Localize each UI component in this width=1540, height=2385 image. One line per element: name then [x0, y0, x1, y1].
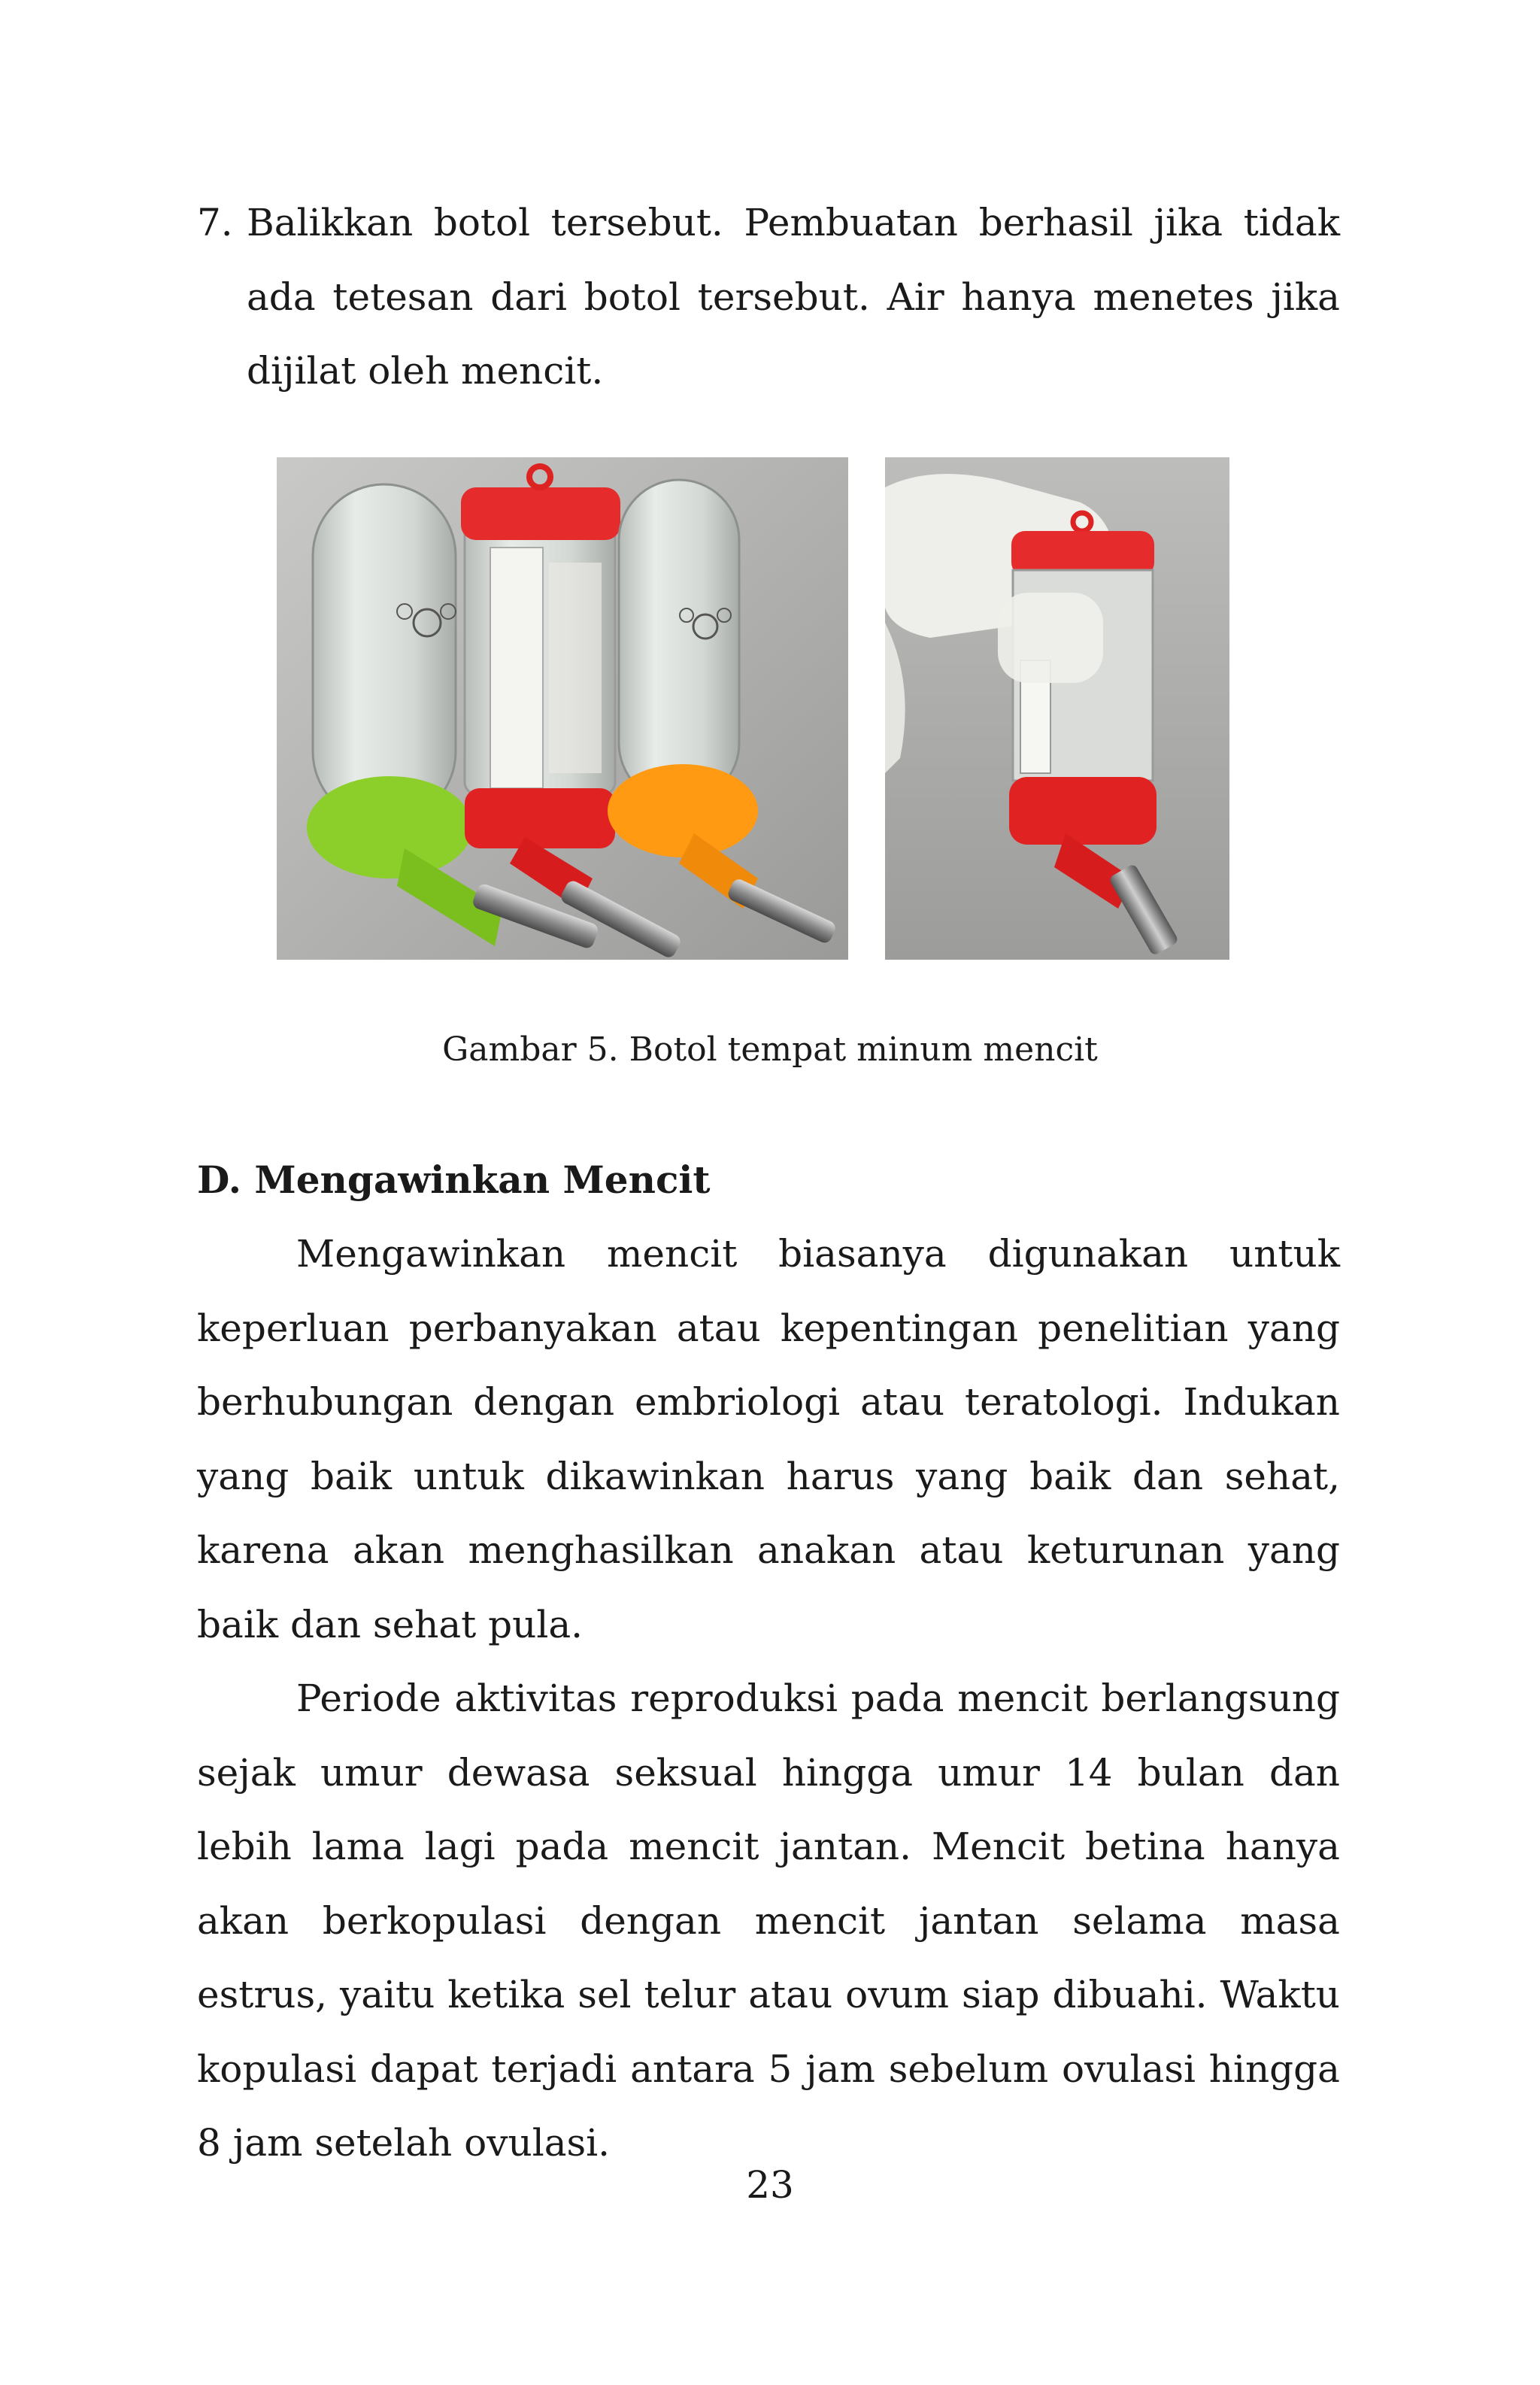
item-number: 7.	[197, 201, 233, 244]
hand-holding-bottle-photo	[885, 457, 1229, 960]
three-mouse-water-bottles-photo	[277, 457, 848, 960]
paragraph: Periode aktivitas reproduksi pada mencit berlangsung sejak umur dewasa seksual hingga umur 14 bulan dan lebih lama lagi pada mencit jantan. Mencit betina hanya akan berkopulasi dengan mencit jantan selama masa estrus, yaitu ketika sel telur atau ovum siap dibuahi. Waktu kopulasi dapat terjadi antara 5 jam sebelum ovulasi hingga 8 jam setelah ovulasi.	[197, 1676, 1340, 2165]
paragraph: Mengawinkan mencit biasanya digunakan untuk keperluan perbanyakan atau kepentingan penelitian yang berhubungan dengan embriologi atau teratologi. Indukan yang baik untuk dikawinkan harus yang baik dan sehat, karena akan menghasilkan anakan atau keturunan yang baik dan sehat pula.	[197, 1232, 1340, 1646]
numbered-item-7	[197, 186, 1340, 408]
section-d	[197, 1143, 1340, 2180]
figure-caption: Gambar 5. Botol tempat minum mencit	[442, 1030, 1098, 1069]
section-heading: D. Mengawinkan Mencit	[197, 1158, 711, 1202]
item-text: Balikkan botol tersebut. Pembuatan berhasil jika tidak ada tetesan dari botol tersebut. Air hanya menetes jika dijilat oleh mencit.	[247, 201, 1340, 393]
page-number: 23	[746, 2163, 794, 2207]
